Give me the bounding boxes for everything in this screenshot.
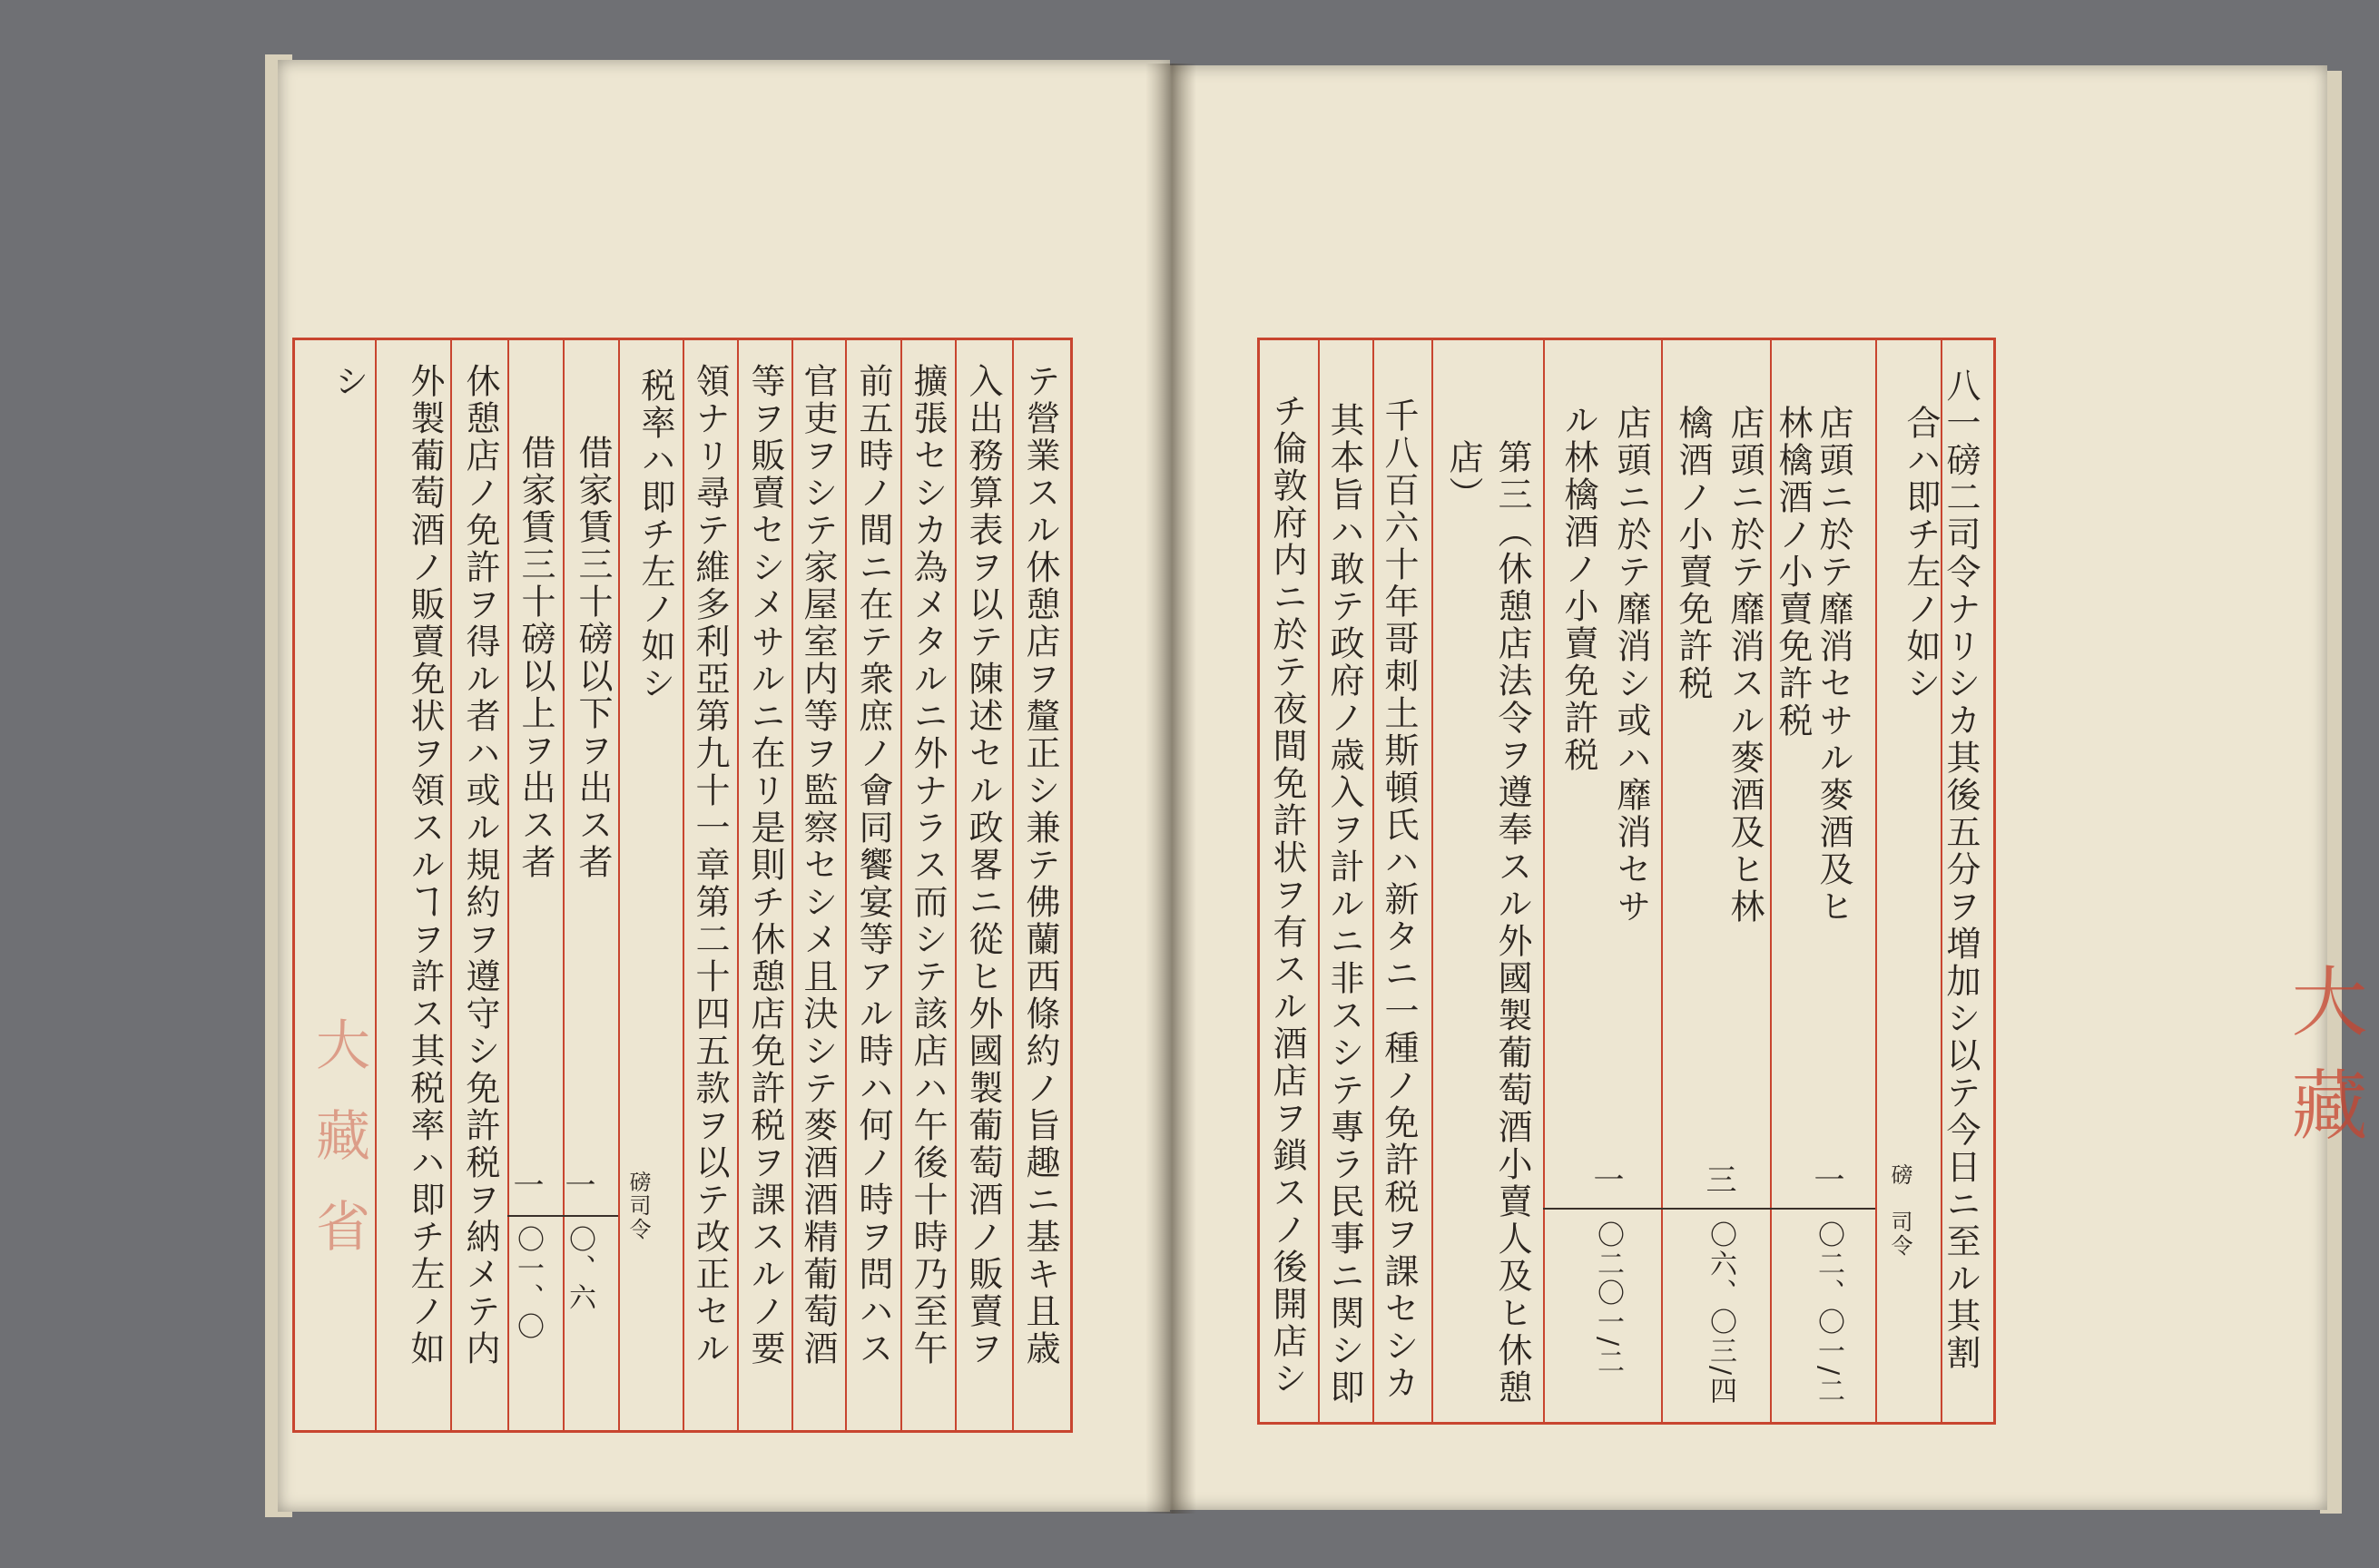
left-text-column-9: 借家賃三十磅以下ヲ出ス者 [573, 435, 613, 881]
left-figure-1-value: 〇、六 [564, 1225, 595, 1312]
book-spine [1145, 64, 1196, 1514]
left-figure-2-value: 〇一、〇 [512, 1225, 544, 1341]
left-margin-stamp: 大藏省 [307, 1016, 370, 1289]
left-text-column-7: 領ナリ尋テ維多利亞第九十一章第二十四五款ヲ以テ改正セル [690, 363, 730, 1367]
column-rule [955, 338, 957, 1433]
column-rule [791, 338, 793, 1433]
left-figure-2-label: 一 [507, 1169, 544, 1202]
left-text-column-1: テ營業スル休憩店ヲ釐正シ兼テ佛蘭西條約ノ旨趣ニ基キ且歳 [1020, 363, 1060, 1367]
column-rule [737, 338, 739, 1433]
left-figure-1-label: 一 [559, 1169, 595, 1202]
left-text-column-5: 官吏ヲシテ家屋室内等ヲ監察セシメ且決シテ麥酒酒精葡萄酒 [798, 363, 838, 1367]
right-text-column-13: チ倫敦府内ニ於テ夜間免許状ヲ有スル酒店ヲ鎖スノ後開店シ [1267, 393, 1307, 1397]
column-rule [1543, 338, 1545, 1425]
right-text-column-5: 店頭ニ於テ靡消スル麥酒及ヒ林 [1725, 405, 1765, 926]
column-rule [845, 338, 847, 1433]
table-rule [1543, 1208, 1875, 1210]
column-rule [1431, 338, 1433, 1425]
left-text-column-6: 等ヲ販賣セシメサルニ在リ是則チ休憩店免許税ヲ課スルノ要 [745, 363, 785, 1367]
left-text-column-12: 外製葡萄酒ノ販賣免状ヲ領スルヿヲ許ス其税率ハ即チ左ノ如 [405, 363, 445, 1367]
left-text-column-2: 入出務算表ヲ以テ陳述セル政畧ニ從ヒ外國製葡萄酒ノ販賣ヲ [963, 363, 1003, 1367]
left-text-column-4: 前五時ノ間ニ在テ衆庶ノ會同饗宴等アル時ハ何ノ時ヲ問ハス [853, 363, 893, 1367]
right-figure-2-value: 〇六、〇三/四 [1705, 1220, 1736, 1406]
right-text-column-7: 店頭ニ於テ靡消シ或ハ靡消セサ [1611, 405, 1651, 926]
right-figure-1-value: 〇二、〇一/二 [1813, 1220, 1844, 1406]
left-text-column-3: 擴張セシカ為メタルニ外ナラス而シテ該店ハ午後十時乃至午 [908, 363, 948, 1367]
right-text-column-11: 千八百六十年哥刺土斯頓氏ハ新タニ一種ノ免許税ヲ課セシカ [1379, 397, 1419, 1402]
column-rule [1318, 338, 1320, 1425]
table-rule [507, 1215, 618, 1217]
column-rule [1012, 338, 1014, 1433]
left-text-column-11: 休憩店ノ免許ヲ得ル者ハ或ル規約ヲ遵守シ免許税ヲ納メテ内 [460, 363, 500, 1367]
right-text-column-10: 店） [1443, 439, 1483, 514]
right-text-column-6: 檎酒ノ小賣免許税 [1673, 405, 1713, 702]
left-unit-header: 磅司令 [625, 1171, 651, 1241]
right-text-column-3: 店頭ニ於テ靡消セサル麥酒及ヒ [1814, 405, 1853, 926]
right-text-column-2: 合ハ即チ左ノ如シ [1901, 405, 1941, 702]
right-figure-3-value: 〇二〇一/二 [1592, 1220, 1624, 1377]
right-figure-1-label: 一 [1808, 1163, 1844, 1197]
column-rule [450, 338, 452, 1433]
right-text-column-9: 第三（休憩店法令ヲ遵奉スル外國製葡萄酒小賣人及ヒ休憩 [1492, 439, 1532, 1406]
right-unit-header: 磅 司令 [1887, 1163, 1912, 1258]
column-rule [1661, 338, 1663, 1425]
column-rule [683, 338, 684, 1433]
column-rule [1770, 338, 1772, 1425]
left-text-column-8: 税率ハ即チ左ノ如シ [635, 368, 675, 702]
right-figure-2-label: 三 [1700, 1163, 1736, 1197]
right-text-column-4: 林檎酒ノ小賣免許税 [1773, 405, 1813, 740]
column-rule [1372, 338, 1374, 1425]
right-text-column-8: ル林檎酒ノ小賣免許税 [1558, 402, 1598, 774]
column-rule [618, 338, 620, 1433]
right-figure-3-label: 一 [1588, 1163, 1624, 1197]
column-rule [900, 338, 902, 1433]
left-text-column-13: シ [329, 363, 369, 400]
right-text-column-12: 其本旨ハ敢テ政府ノ歳入ヲ計ルニ非スシテ專ラ民事ニ関シ即 [1324, 402, 1364, 1406]
right-text-column-1: 八一磅二司令ナリシカ其後五分ヲ増加シ以テ今日ニ至ル其割 [1941, 368, 1981, 1372]
column-rule [1875, 338, 1877, 1425]
right-margin-stamp: 大藏 [2279, 962, 2368, 1169]
left-text-column-10: 借家賃三十磅以上ヲ出ス者 [516, 435, 555, 881]
